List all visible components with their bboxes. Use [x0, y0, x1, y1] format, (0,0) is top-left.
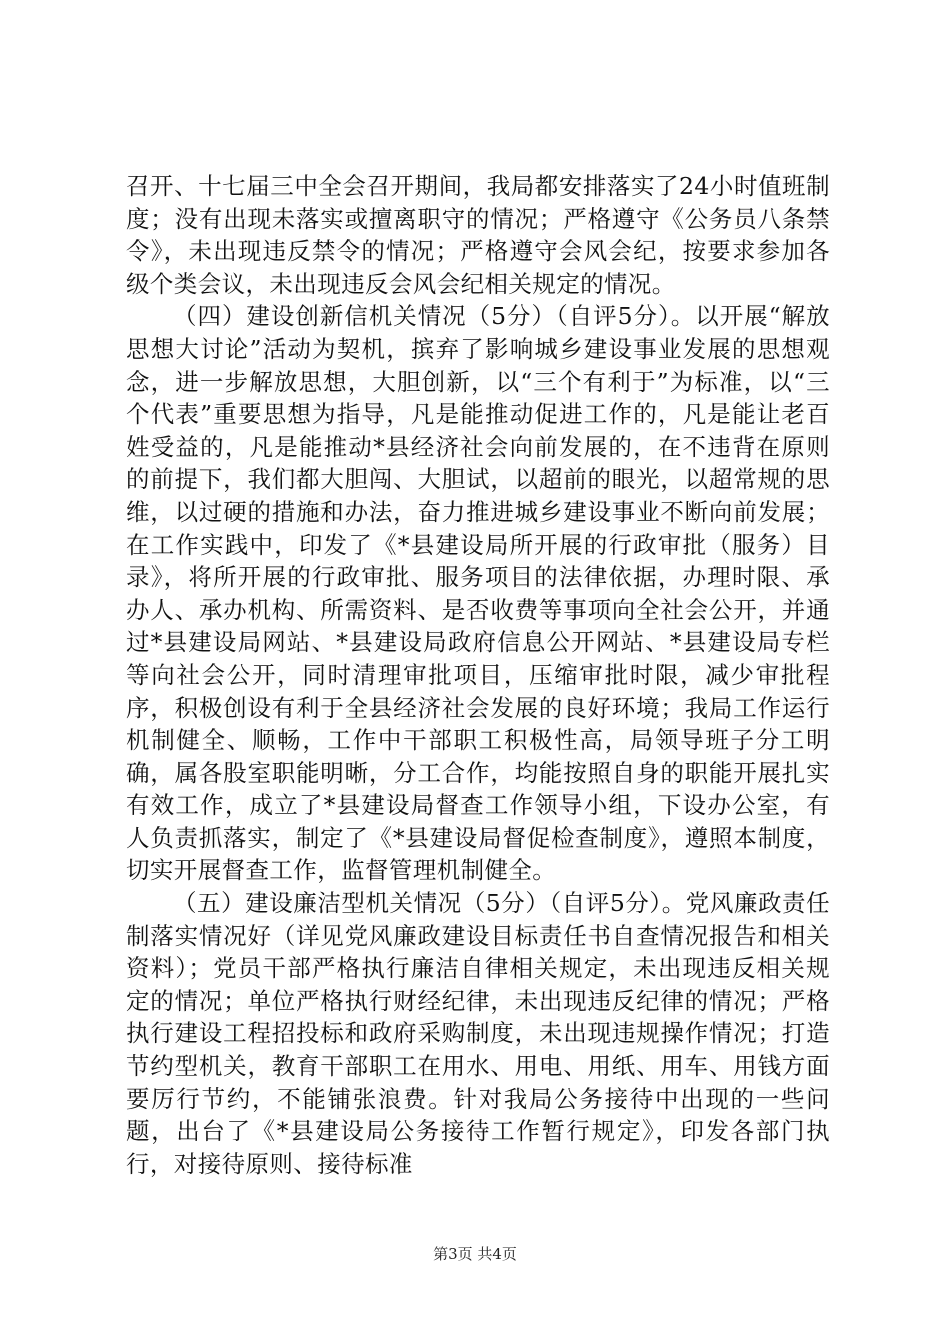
paragraph-section-5: （五）建设廉洁型机关情况（5分）（自评5分）。党风廉政责任制落实情况好（详见党风廉政建设目标责任书自查情况报告和相关资料）；党员干部严格执行廉洁自律相关规定，未出现违反相关规定的情况；单位严格执行财经纪律，未出现违反纪律的情况；严格执行建设工程招投标和政府采购制度，未出现违规操作情况；打造节约型机关，教育干部职工在用水、用电、用纸、用车、用钱方面要厉行节约，不能铺张浪费。针对我局公务接待中出现的一些问题，出台了《*县建设局公务接待工作暂行规定》，印发各部门执行，对接待原则、接待标准	[126, 889, 830, 1178]
paragraph-section-4: （四）建设创新信机关情况（5分）（自评5分）。以开展“解放思想大讨论”活动为契机，摈弃了影响城乡建设事业发展的思想观念，进一步解放思想，大胆创新，以“三个有利于”为标准，以“三个代表”重要思想为指导，凡是能推动促进工作的，凡是能让老百姓受益的，凡是能推动*县经济社会向前发展的，在不违背在原则的前提下，我们都大胆闯、大胆试，以超前的眼光，以超常规的思维，以过硬的措施和办法，奋力推进城乡建设事业不断向前发展；在工作实践中，印发了《*县建设局所开展的行政审批（服务）目录》，将所开展的行政审批、服务项目的法律依据，办理时限、承办人、承办机构、所需资料、是否收费等事项向全社会公开，并通过*县建设局网站、*县建设局政府信息公开网站、*县建设局专栏等向社会公开，同时清理审批项目，压缩审批时限，减少审批程序，积极创设有利于全县经济社会发展的良好环境；我局工作运行机制健全、顺畅，工作中干部职工积极性高，局领导班子分工明确，属各股室职能明晰，分工合作，均能按照自身的职能开展扎实有效工作，成立了*县建设局督查工作领导小组，下设办公室，有人负责抓落实，制定了《*县建设局督促检查制度》，遵照本制度，切实开展督查工作，监督管理机制健全。	[126, 302, 830, 885]
paragraph-continuation: 召开、十七届三中全会召开期间，我局都安排落实了24小时值班制度；没有出现未落实或擅离职守的情况；严格遵守《公务员八条禁令》，未出现违反禁令的情况；严格遵守会风会纪，按要求参加各级个类会议，未出现违反会风会纪相关规定的情况。	[126, 172, 830, 298]
page-footer	[0, 1244, 950, 1264]
page-number: 第3页 共4页	[433, 1245, 517, 1263]
document-body	[126, 170, 830, 1180]
